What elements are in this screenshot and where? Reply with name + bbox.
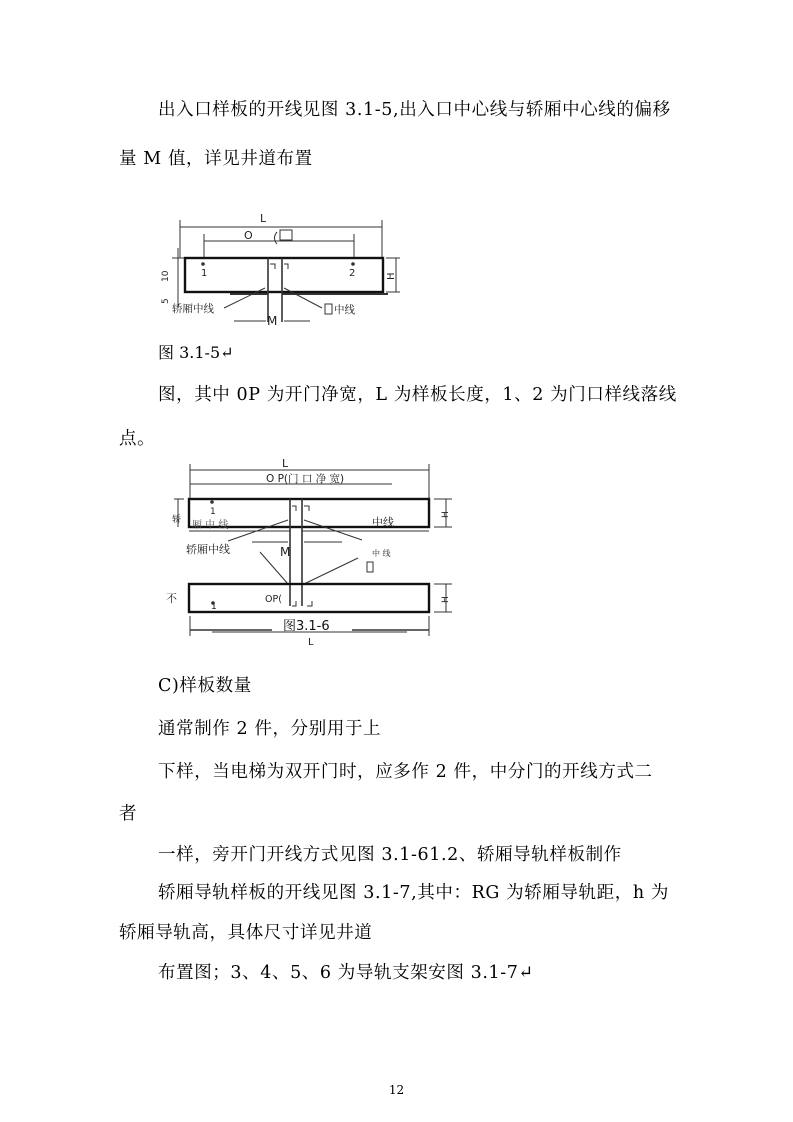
paragraph-line: 点。 bbox=[119, 429, 156, 449]
page-number: 12 bbox=[388, 1083, 405, 1097]
label-fig-caption: 图3.1-6 bbox=[283, 619, 330, 634]
paragraph-line: 轿厢导轨高，具体尺寸详见井道 bbox=[119, 923, 373, 943]
label-point-1-top: 1 bbox=[210, 507, 216, 517]
paragraph-line: 量 M 值，详见井道布置 bbox=[119, 149, 313, 169]
label-H-top: H bbox=[441, 511, 451, 518]
label-M: M bbox=[267, 314, 278, 328]
label-blur-center: 厢 中 线 bbox=[192, 520, 229, 531]
figure-caption: 图 3.1-5↵ bbox=[158, 343, 234, 362]
label-point-1: 1 bbox=[201, 268, 208, 279]
paragraph-line: 一样，旁开门开线方式见图 3.1-61.2、轿厢导轨样板制作 bbox=[158, 845, 622, 865]
section-heading: C)样板数量 bbox=[158, 676, 252, 696]
label-point-2: 2 bbox=[349, 268, 356, 279]
paragraph-line: 图，其中 0P 为开门净宽，L 为样板长度，1、2 为门口样线落线 bbox=[158, 385, 677, 405]
label-center-small: 中 线 bbox=[372, 549, 391, 558]
label-OP-bottom: OP( bbox=[265, 594, 282, 605]
label-10: 10 bbox=[161, 270, 171, 282]
label-car-center: 轿厢中线 bbox=[172, 303, 214, 315]
label-L-top: L bbox=[282, 457, 289, 470]
paragraph-line: 下样，当电梯为双开门时，应多作 2 件，中分门的开线方式二 bbox=[158, 762, 653, 782]
label-side-top: 轿 bbox=[172, 515, 182, 525]
lower-template-plank bbox=[189, 584, 429, 612]
label-center-right: 中线 bbox=[372, 516, 394, 529]
label-L: L bbox=[260, 212, 267, 225]
label-OP-top: O P(门 口 净 宽) bbox=[266, 473, 345, 485]
label-O: O bbox=[244, 229, 253, 242]
paragraph-line: 布置图；3、4、5、6 为导轨支架安图 3.1-7↵ bbox=[158, 963, 534, 983]
label-side-bottom: 不 bbox=[166, 592, 177, 605]
paragraph-line: 出入口样板的开线见图 3.1-5,出入口中心线与轿厢中心线的偏移 bbox=[158, 100, 671, 120]
paragraph-line: 轿厢导轨样板的开线见图 3.1-7,其中：RG 为轿厢导轨距，h 为 bbox=[158, 883, 669, 903]
label-point-1-bottom: 1 bbox=[211, 602, 217, 612]
figure-3-1-6 bbox=[162, 456, 462, 658]
label-H-bottom: H bbox=[441, 596, 451, 603]
label-car-center: 轿厢中线 bbox=[186, 543, 230, 556]
label-door-center: 中线 bbox=[334, 304, 355, 316]
label-M: M bbox=[280, 545, 291, 559]
figure-3-1-5 bbox=[160, 208, 410, 328]
label-H: H bbox=[386, 272, 397, 280]
label-L-bottom: L bbox=[308, 637, 314, 648]
paragraph-line: 者 bbox=[119, 804, 138, 824]
label-5: 5 bbox=[161, 298, 171, 304]
paragraph-line: 通常制作 2 件，分别用于上 bbox=[158, 719, 382, 739]
